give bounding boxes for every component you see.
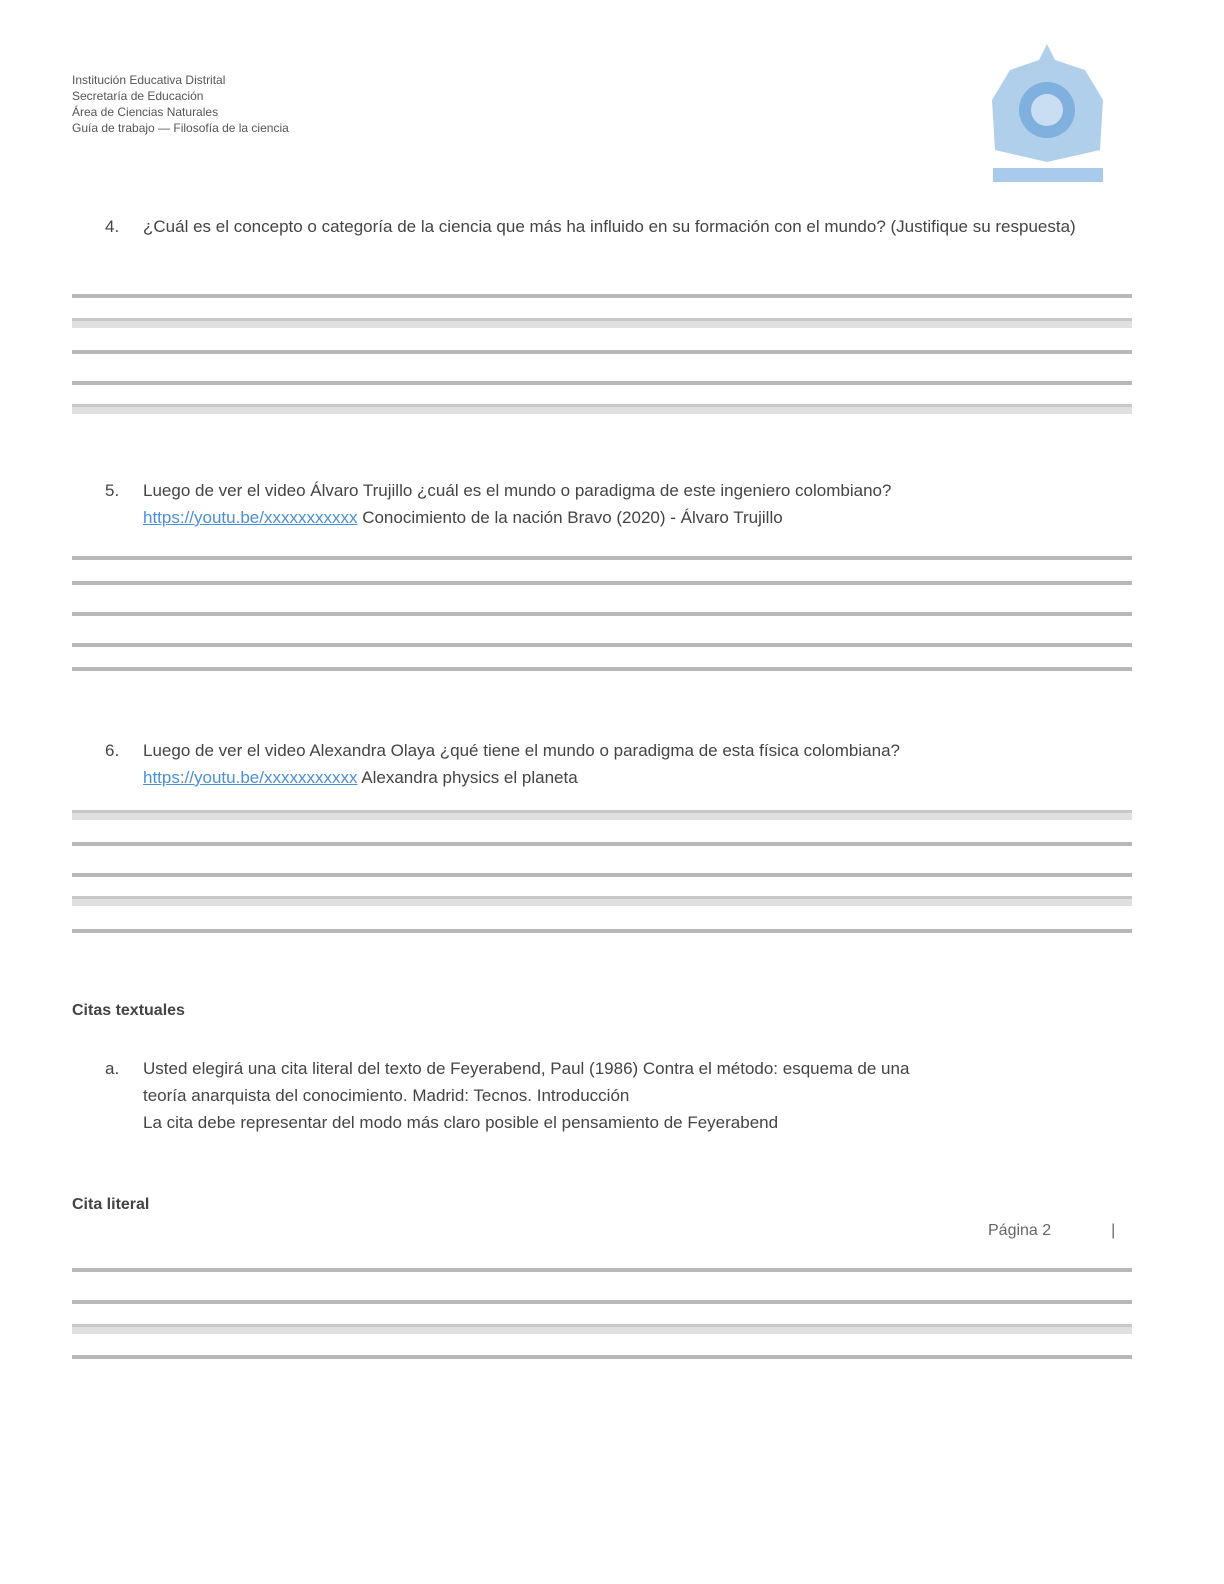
header-line: Área de Ciencias Naturales (72, 105, 219, 119)
question-number: 5. (105, 481, 120, 500)
answer-line (72, 896, 1132, 906)
footer-separator: | (1111, 1222, 1116, 1239)
answer-line (72, 381, 1132, 385)
page-number: Página 2 (988, 1222, 1052, 1239)
answer-line (72, 318, 1132, 328)
institution-logo (985, 40, 1110, 188)
item-letter: a. (105, 1059, 120, 1078)
answer-line (72, 581, 1132, 585)
answer-line (72, 667, 1132, 671)
citation-line: teoría anarquista del conocimiento. Madrid: Tecnos. Introducción (143, 1086, 630, 1105)
citation-line: Usted elegirá una cita literal del texto de Feyerabend, Paul (1986) Contra el método: esquema de una (143, 1059, 910, 1078)
section-title: Citas textuales (72, 1002, 185, 1019)
question-number: 4. (105, 217, 120, 236)
video-link[interactable]: https://youtu.be/xxxxxxxxxxx (143, 508, 358, 527)
document-header (72, 72, 289, 136)
answer-line (72, 612, 1132, 616)
answer-line (72, 556, 1132, 560)
answer-line (72, 810, 1132, 820)
link-caption: Alexandra physics el planeta (357, 768, 578, 787)
citation-line: La cita debe representar del modo más claro posible el pensamiento de Feyerabend (143, 1113, 779, 1132)
question-4 (105, 213, 1145, 240)
question-text: ¿Cuál es el concepto o categoría de la ciencia que más ha influido en su formación con el mundo? (Justifique su respuesta) (143, 217, 1076, 236)
question-text: Luego de ver el video Álvaro Trujillo ¿cuál es el mundo o paradigma de este ingeniero colombiano? (143, 481, 892, 500)
answer-line (72, 643, 1132, 647)
answer-line (72, 294, 1132, 298)
answer-line (72, 1268, 1132, 1272)
answer-line (72, 1300, 1132, 1304)
video-link[interactable]: https://youtu.be/xxxxxxxxxxx (143, 768, 358, 787)
question-5 (105, 477, 1145, 531)
header-line: Secretaría de Educación (72, 89, 204, 103)
citation-instruction (105, 1055, 1145, 1136)
question-number: 6. (105, 741, 120, 760)
answer-line (72, 873, 1132, 877)
header-line: Institución Educativa Distrital (72, 73, 226, 87)
cita-label: Cita literal (72, 1196, 150, 1213)
header-line: Guía de trabajo — Filosofía de la ciencia (72, 121, 289, 135)
page-footer (988, 1222, 1115, 1240)
answer-line (72, 350, 1132, 354)
answer-line (72, 1355, 1132, 1359)
answer-line (72, 404, 1132, 414)
answer-line (72, 842, 1132, 846)
answer-line (72, 1324, 1132, 1334)
answer-line (72, 929, 1132, 933)
question-text: Luego de ver el video Alexandra Olaya ¿qué tiene el mundo o paradigma de esta física colombiana? (143, 741, 900, 760)
link-caption: Conocimiento de la nación Bravo (2020) - Álvaro Trujillo (357, 508, 783, 527)
question-6 (105, 737, 1145, 791)
